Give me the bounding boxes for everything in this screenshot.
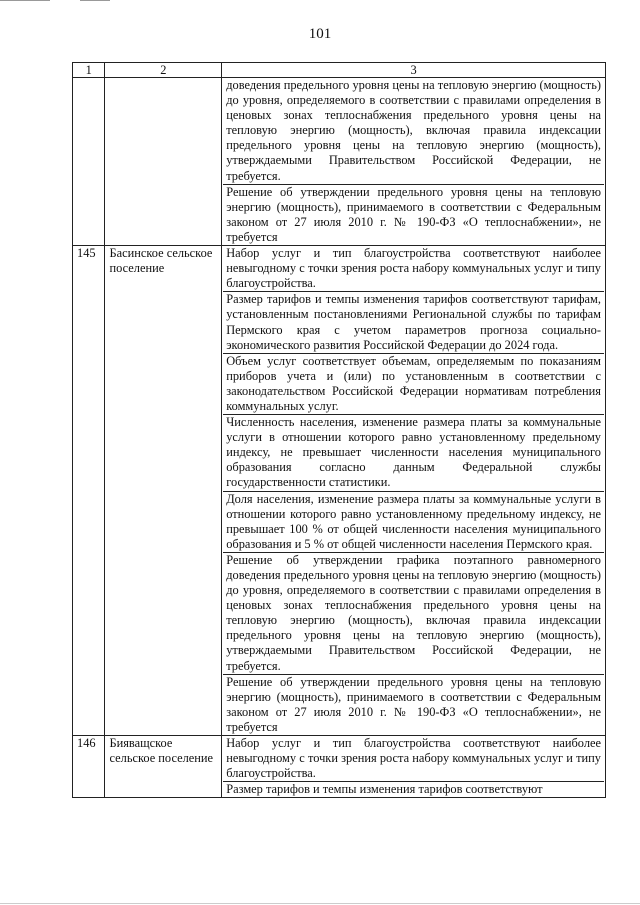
row-number: 146 bbox=[73, 736, 105, 798]
condition-paragraph: Численность населения, изменение размера платы за коммунальные услуги в отношении которого равно установленному предельному индексу, не превышает численности населения муниципального образования согласно данным Федеральной службы государственности статистики. bbox=[226, 415, 601, 490]
conditions-paragraph-block bbox=[223, 736, 604, 782]
settlements-table bbox=[72, 62, 606, 798]
conditions-paragraph-block bbox=[223, 553, 604, 675]
table-row bbox=[73, 246, 606, 736]
conditions-paragraph-block bbox=[223, 492, 604, 553]
condition-paragraph: Набор услуг и тип благоустройства соответствуют наиболее невыгодному с точки зрения роста набору коммунальных услуг и типу благоустройства. bbox=[226, 736, 601, 781]
conditions-paragraph-block bbox=[223, 415, 604, 491]
condition-paragraph: Решение об утверждении предельного уровня цены на тепловую энергию (мощность), принимаемого в соответствии с Федеральным законом от 27 июля 2010 г. № 190-ФЗ «О теплоснабжении», не требуется bbox=[226, 184, 601, 244]
settlement-name: Бияващское сельское поселение bbox=[105, 736, 222, 798]
column-header-1: 1 bbox=[73, 63, 105, 78]
page-number: 101 bbox=[308, 26, 332, 42]
table-header-row bbox=[73, 63, 606, 78]
condition-paragraph: Доля населения, изменение размера платы за коммунальные услуги в отношении которого равно установленному предельному индексу, не превышает 100 % от общей численности населения муниципального образования и 5 % от общей численности населения Пермского края. bbox=[226, 491, 601, 551]
conditions-paragraph-block bbox=[223, 782, 604, 797]
condition-paragraph: Набор услуг и тип благоустройства соответствуют наиболее невыгодному с точки зрения роста набору коммунальных услуг и типу благоустройства. bbox=[226, 246, 601, 291]
conditions-paragraph-block bbox=[223, 675, 604, 735]
condition-paragraph: доведения предельного уровня цены на тепловую энергию (мощность) до уровня, определяемого в соответствии с правилами определения в ценовых зонах теплоснабжения предельного уровня цены на тепловую энергию (мощность), включая правила индексации предельного уровня цены на тепловую энергию (мощность), утверждаемыми Правительством Российской Федерации, не требуется. bbox=[226, 78, 601, 183]
conditions-paragraph-block bbox=[223, 78, 604, 185]
condition-paragraph: Объем услуг соответствует объемам, определяемым по показаниям приборов учета и (или) по установленным в соответствии с законодательством Российской Федерации нормативам потребления коммунальных услуг. bbox=[226, 353, 601, 413]
scan-edge-mark bbox=[80, 0, 110, 1]
column-header-3: 3 bbox=[222, 63, 606, 78]
conditions-cell bbox=[222, 78, 606, 246]
table-row bbox=[73, 78, 606, 246]
table-row bbox=[73, 736, 606, 798]
scan-edge-mark bbox=[0, 0, 50, 1]
row-number bbox=[73, 78, 105, 246]
settlement-name bbox=[105, 78, 222, 246]
conditions-paragraph-block bbox=[223, 246, 604, 292]
column-header-2: 2 bbox=[105, 63, 222, 78]
conditions-paragraph-block bbox=[223, 185, 604, 245]
settlement-name: Басинское сельское поселение bbox=[105, 246, 222, 736]
row-number: 145 bbox=[73, 246, 105, 736]
conditions-cell bbox=[222, 736, 606, 798]
condition-paragraph: Решение об утверждении графика поэтапного равномерного доведения предельного уровня цены на тепловую энергию (мощность) до уровня, определяемого в соответствии с правилами определения в ценовых зонах теплоснабжения предельного уровня цены на тепловую энергию (мощность), включая правила индексации предельного уровня цены на тепловую энергию (мощность), утверждаемыми Правительством Российской Федерации, не требуется. bbox=[226, 552, 601, 673]
condition-paragraph: Размер тарифов и темпы изменения тарифов соответствуют тарифам, установленным постановлениями Региональной службы по тарифам Пермского края с учетом параметров прогноза социально-экономического развития Российской Федерации до 2024 года. bbox=[226, 292, 601, 352]
conditions-paragraph-block bbox=[223, 354, 604, 415]
scan-edge-mark bbox=[0, 903, 640, 904]
conditions-paragraph-block bbox=[223, 292, 604, 353]
condition-paragraph: Решение об утверждении предельного уровня цены на тепловую энергию (мощность), принимаемого в соответствии с Федеральным законом от 27 июля 2010 г. № 190-ФЗ «О теплоснабжении», не требуется bbox=[226, 674, 601, 734]
conditions-cell bbox=[222, 246, 606, 736]
condition-paragraph: Размер тарифов и темпы изменения тарифов соответствуют bbox=[226, 782, 543, 797]
